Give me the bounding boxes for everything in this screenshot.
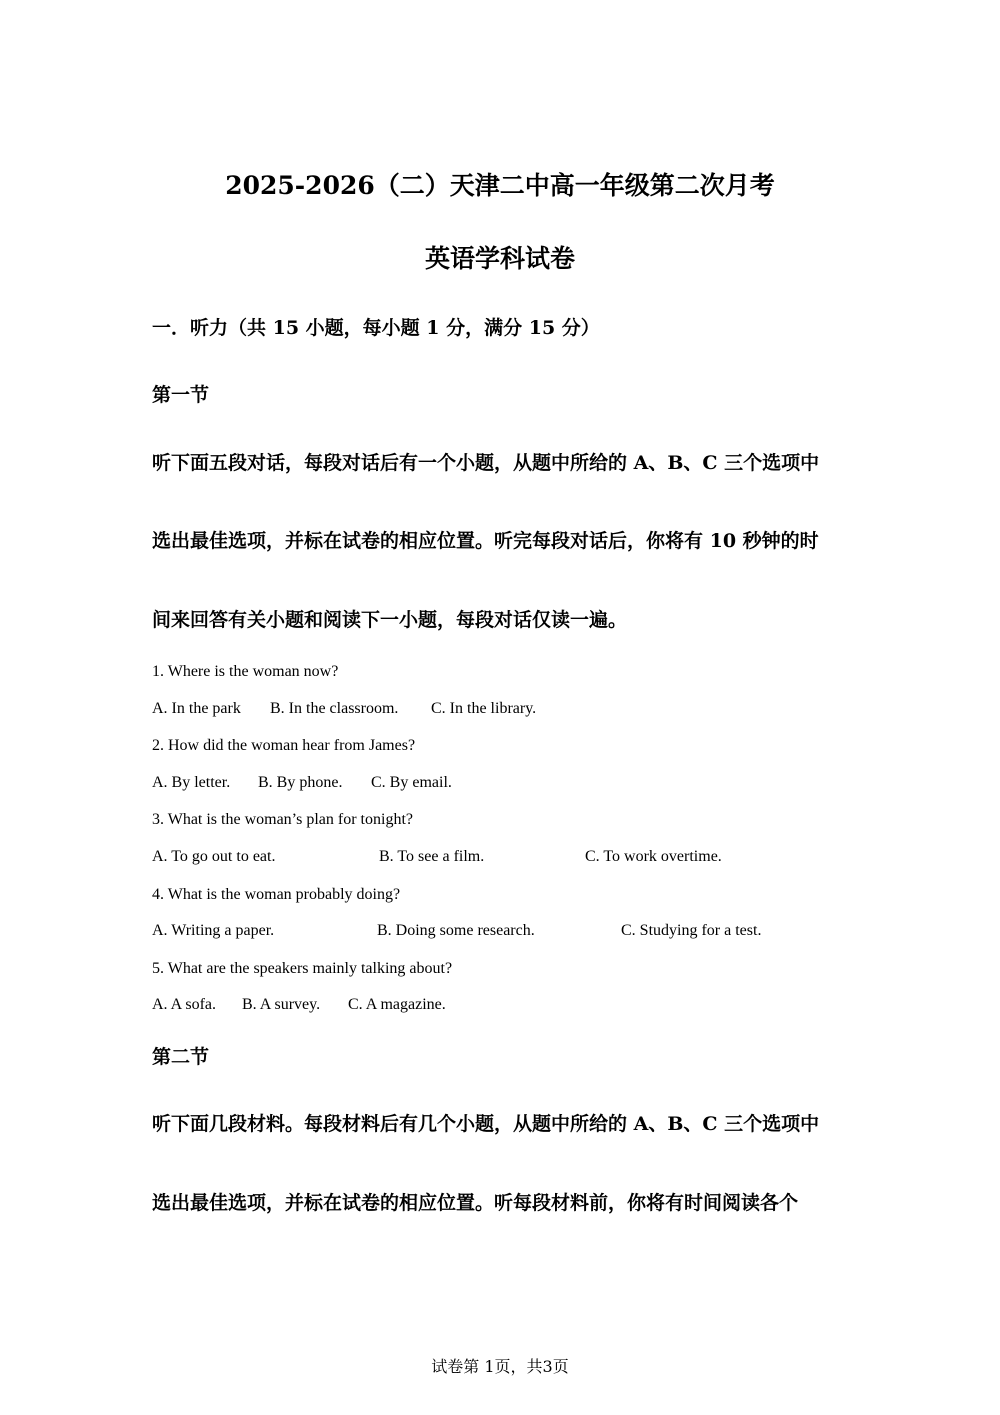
section1-instruction-line: 听下面五段对话，每段对话后有一个小题，从题中所给的 A、B、C 三个选项中 [152, 452, 820, 474]
question-5-option-c: C. A magazine. [348, 996, 446, 1013]
question-3-option-a: A. To go out to eat. [152, 848, 276, 865]
section1-instruction-line: 间来回答有关小题和阅读下一小题，每段对话仅读一遍。 [152, 609, 628, 631]
question-5-option-b: B. A survey. [242, 996, 321, 1013]
part1-heading: 一．听力（共 15 小题，每小题 1 分，满分 15 分） [152, 317, 600, 339]
question-2-option-c: C. By email. [371, 774, 452, 791]
question-4-option-a: A. Writing a paper. [152, 922, 275, 939]
question-1-option-a: A. In the park [152, 700, 241, 717]
question-1-text: 1. Where is the woman now? [152, 663, 339, 680]
exam-subtitle: 英语学科试卷 [424, 244, 575, 273]
section2-title: 第二节 [152, 1046, 210, 1068]
section1-title: 第一节 [152, 384, 210, 406]
section2-instruction-line: 选出最佳选项，并标在试卷的相应位置。听每段材料前，你将有时间阅读各个 [152, 1192, 799, 1214]
exam-title: 2025-2026（二）天津二中高一年级第二次月考 [225, 171, 775, 200]
question-3-option-c: C. To work overtime. [585, 848, 722, 865]
question-1-option-b: B. In the classroom. [270, 700, 399, 717]
page-footer: 试卷第 1页，共3页 [431, 1357, 569, 1376]
question-4-option-c: C. Studying for a test. [621, 922, 762, 939]
question-2-text: 2. How did the woman hear from James? [152, 737, 416, 754]
question-5-text: 5. What are the speakers mainly talking about? [152, 960, 453, 977]
question-5-option-a: A. A sofa. [152, 996, 216, 1013]
question-2-option-a: A. By letter. [152, 774, 231, 791]
question-1-option-c: C. In the library. [431, 700, 537, 717]
section2-instruction-line: 听下面几段材料。每段材料后有几个小题，从题中所给的 A、B、C 三个选项中 [152, 1113, 820, 1135]
question-3-text: 3. What is the woman’s plan for tonight? [152, 811, 413, 828]
section1-instruction-line: 选出最佳选项，并标在试卷的相应位置。听完每段对话后，你将有 10 秒钟的时 [152, 530, 819, 552]
question-4-option-b: B. Doing some research. [377, 922, 535, 939]
question-4-text: 4. What is the woman probably doing? [152, 886, 401, 903]
question-2-option-b: B. By phone. [258, 774, 343, 791]
question-3-option-b: B. To see a film. [379, 848, 485, 865]
